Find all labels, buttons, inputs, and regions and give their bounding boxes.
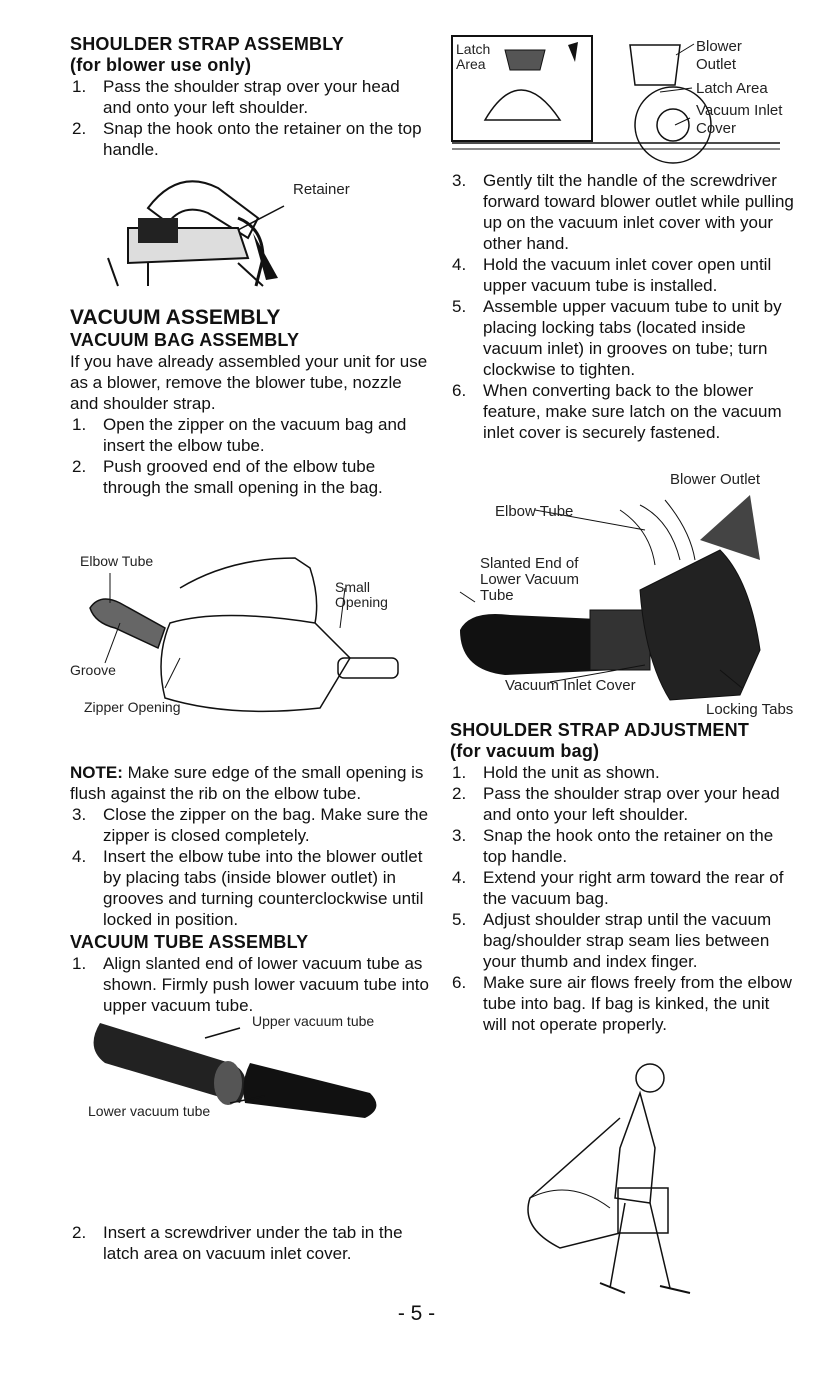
list-item: 6. Make sure air flows freely from the elbow tube into bag. If bag is kinked, the unit will not operate properly. (452, 973, 792, 1034)
vacuum-inlet-cover-label: Vacuum Inlet Cover (696, 102, 783, 137)
elbow-tube-label-2: Elbow Tube (495, 503, 574, 520)
vacuum-assembly-intro: If you have already assembled your unit for use as a blower, remove the blower tube, nozzle and shoulder strap. (70, 352, 428, 413)
shoulder-strap-assembly-heading: SHOULDER STRAP ASSEMBLY (70, 34, 344, 54)
list-item: 1. Hold the unit as shown. (452, 763, 660, 782)
vacuum-tube-steps-continued (70, 1222, 430, 1264)
blower-outlet-label: Blower Outlet (696, 38, 742, 73)
vacuum-bag-note-section (70, 762, 430, 1016)
person-with-vacuum-bag-illustration (500, 1058, 720, 1298)
latch-area-figure (450, 30, 795, 165)
lower-vacuum-tube-label: Lower vacuum tube (88, 1103, 211, 1119)
vacuum-assembly-section (70, 306, 430, 498)
locking-tabs-label: Locking Tabs (706, 701, 794, 718)
elbow-tube-label: Elbow Tube (80, 553, 154, 569)
list-item: 4. Hold the vacuum inlet cover open until upper vacuum tube is installed. (452, 255, 772, 295)
list-item: 6. When converting back to the blower feature, make sure latch on the vacuum inlet cover is securely fastened. (452, 381, 782, 442)
vacuum-bag-figure (70, 548, 420, 723)
shoulder-strap-assembly-subheading: (for blower use only) (70, 55, 252, 75)
vacuum-assembly-heading: VACUUM ASSEMBLY (70, 306, 281, 329)
vacuum-bag-illustration (70, 548, 420, 723)
shoulder-strap-adjustment-subheading: (for vacuum bag) (450, 741, 600, 761)
groove-label: Groove (70, 662, 116, 678)
tube-installation-figure (450, 470, 794, 720)
page-number: - 5 - (397, 1302, 436, 1325)
list-item: 2. Push grooved end of the elbow tube through the small opening in the bag. (72, 457, 383, 497)
latch-area-label: Latch Area (696, 80, 768, 97)
list-item: 5. Assemble upper vacuum tube to unit by placing locking tabs (located inside vacuum inlet) in grooves on tube; turn clockwise to tighten. (452, 297, 782, 379)
list-item: 2. Snap the hook onto the retainer on the top handle. (72, 119, 422, 159)
list-item: 2. Pass the shoulder strap over your head and onto your left shoulder. (452, 784, 780, 824)
list-item: 1. Pass the shoulder strap over your head and onto your left shoulder. (72, 77, 400, 117)
person-operating-figure (500, 1058, 720, 1298)
list-item: 3. Snap the hook onto the retainer on the top handle. (452, 826, 774, 866)
list-item: 1. Open the zipper on the vacuum bag and insert the elbow tube. (72, 415, 407, 455)
shoulder-strap-adjustment-section (450, 720, 795, 1035)
list-item: 2. Insert a screwdriver under the tab in the latch area on vacuum inlet cover. (72, 1223, 403, 1263)
retainer-label: Retainer (293, 181, 350, 198)
list-item: 1. Align slanted end of lower vacuum tube as shown. Firmly push lower vacuum tube into upper vacuum tube. (72, 954, 429, 1015)
slanted-end-label: Slanted End of Lower Vacuum Tube (480, 555, 579, 604)
retainer-figure (88, 168, 388, 288)
zipper-opening-label: Zipper Opening (84, 699, 181, 715)
list-item: 4. Insert the elbow tube into the blower outlet by placing tabs (inside blower outlet) in grooves and turning counterclockwise until locked in position. (72, 847, 424, 929)
small-opening-label: Small Opening (335, 579, 388, 610)
shoulder-strap-adjustment-heading: SHOULDER STRAP ADJUSTMENT (450, 720, 750, 740)
blower-outlet-label-2: Blower Outlet (670, 471, 761, 488)
list-item: 5. Adjust shoulder strap until the vacuum bag/shoulder strap seam lies between your thumb and index finger. (452, 910, 772, 971)
right-steps-section (450, 170, 795, 443)
list-item: 4. Extend your right arm toward the rear of the vacuum bag. (452, 868, 784, 908)
left-column (70, 34, 430, 160)
upper-vacuum-tube-label: Upper vacuum tube (252, 1013, 375, 1029)
list-item: 3. Gently tilt the handle of the screwdriver forward toward blower outlet while pulling up on the vacuum inlet cover with your other hand. (452, 171, 794, 253)
vacuum-tubes-figure (80, 1008, 410, 1138)
vacuum-bag-assembly-heading: VACUUM BAG ASSEMBLY (70, 330, 300, 350)
latch-area-box-label: Latch Area (456, 41, 491, 72)
vacuum-tube-assembly-heading: VACUUM TUBE ASSEMBLY (70, 932, 309, 952)
note-paragraph: NOTE: Make sure edge of the small opening is flush against the rib on the elbow tube. (70, 763, 424, 803)
vacuum-inlet-cover-label-2: Vacuum Inlet Cover (505, 677, 636, 694)
list-item: 3. Close the zipper on the bag. Make sure the zipper is closed completely. (72, 805, 429, 845)
